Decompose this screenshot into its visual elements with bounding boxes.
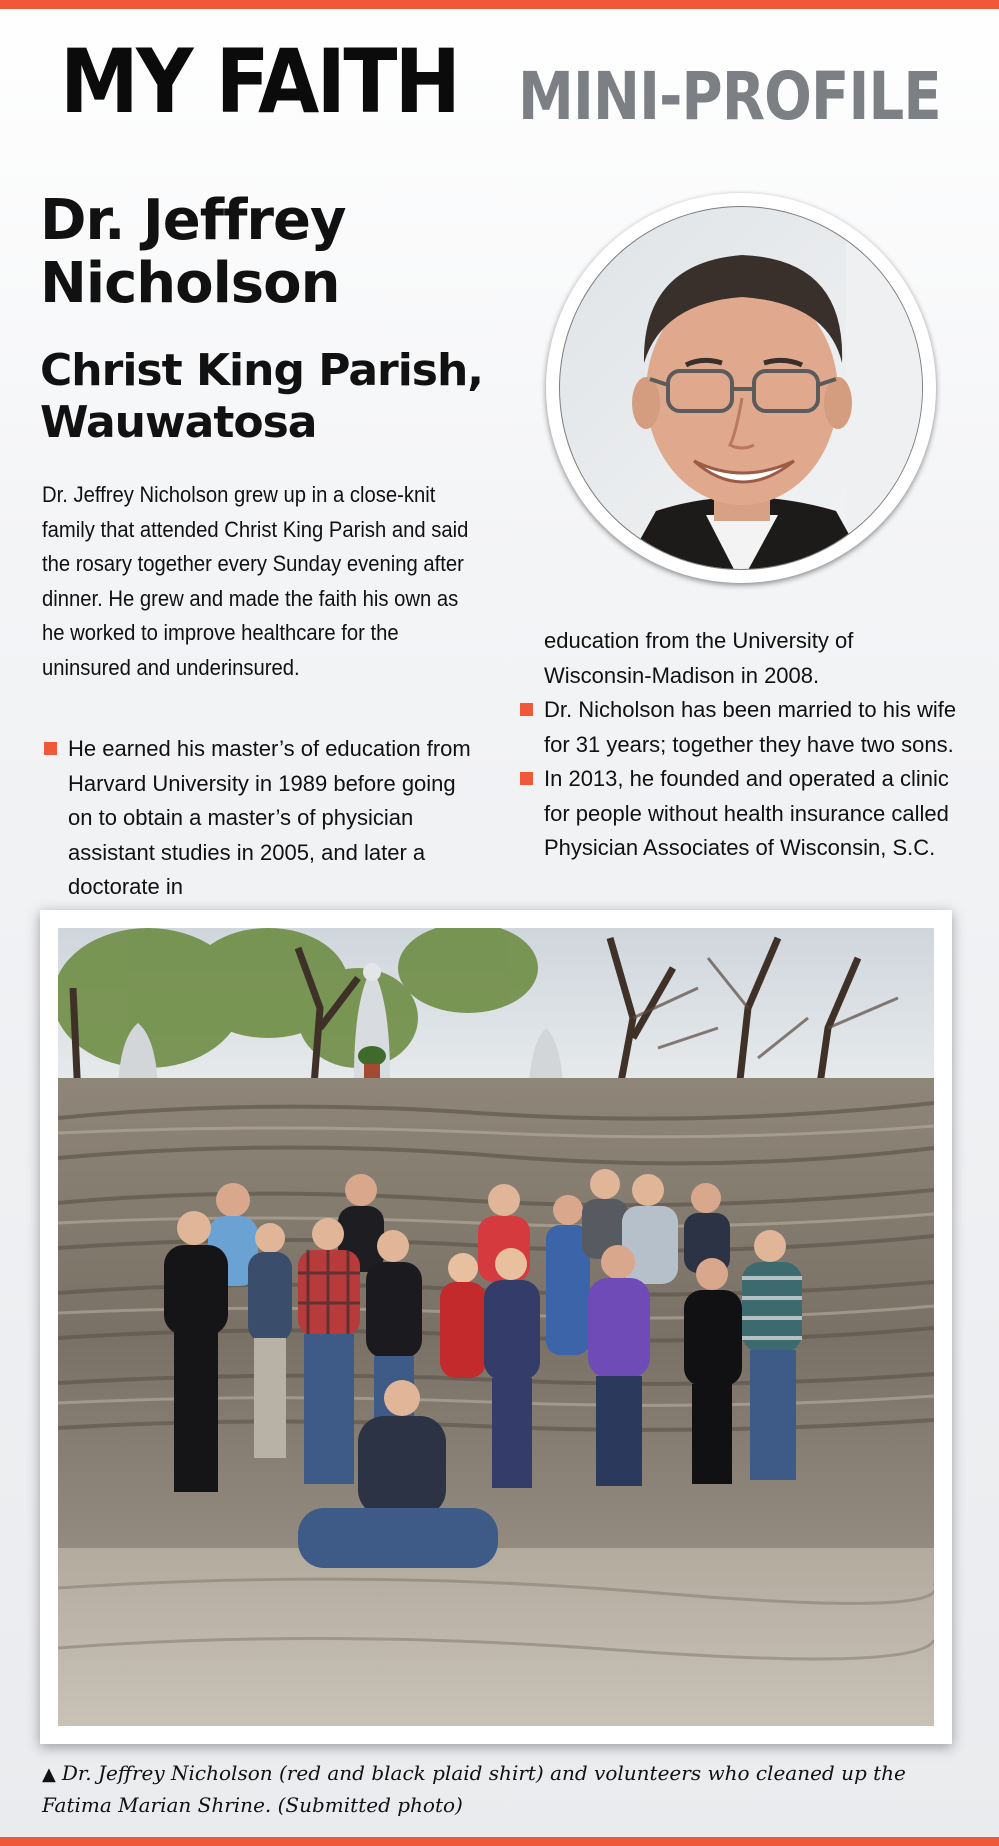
list-item — [520, 762, 960, 866]
profile-parish: Christ King Parish, Wauwatosa — [40, 345, 484, 448]
profile-name: Dr. Jeffrey Nicholson — [40, 188, 346, 316]
group-photo — [40, 910, 952, 1744]
masthead — [60, 30, 960, 150]
bullet-text: Dr. Nicholson has been married to his wife for 31 years; together they have two sons. — [544, 697, 957, 757]
square-bullet-icon — [520, 703, 533, 716]
portrait-photo — [546, 193, 936, 583]
group-photo-illustration — [58, 928, 934, 1726]
top-accent-bar — [0, 0, 999, 9]
facts-list-right — [520, 624, 960, 866]
facts-list-left — [44, 732, 476, 905]
portrait-illustration — [546, 193, 936, 583]
bullet-text: In 2013, he founded and operated a clinic for people without health insurance called Physician Associates of Wisconsin, S.C. — [544, 766, 949, 860]
masthead-subtitle: MINI-PROFILE — [518, 58, 941, 135]
list-item-continued — [520, 624, 960, 693]
bullet-text: education from the University of Wisconsin-Madison in 2008. — [544, 628, 854, 688]
square-bullet-icon — [520, 772, 533, 785]
triangle-up-icon: ▲ — [42, 1764, 56, 1785]
bullet-text: He earned his master’s of education from Harvard University in 1989 before going on to obtain a master’s of physician assistant studies in 2005, and later a doctorate in — [68, 736, 471, 899]
list-item — [520, 693, 960, 762]
intro-paragraph: Dr. Jeffrey Nicholson grew up in a close-knit family that attended Christ King Parish and said the rosary together every Sunday evening after dinner. He grew and made the faith his own as he worked to improve healthcare for the uninsured and underinsured. — [42, 482, 469, 680]
list-item — [44, 732, 476, 905]
photo-caption — [42, 1758, 962, 1820]
caption-text: Dr. Jeffrey Nicholson (red and black plaid shirt) and volunteers who cleaned up the Fatima Marian Shrine. (Submitted photo) — [42, 1761, 906, 1817]
bottom-accent-bar — [0, 1837, 999, 1846]
square-bullet-icon — [44, 742, 57, 755]
masthead-title: MY FAITH — [60, 30, 459, 133]
